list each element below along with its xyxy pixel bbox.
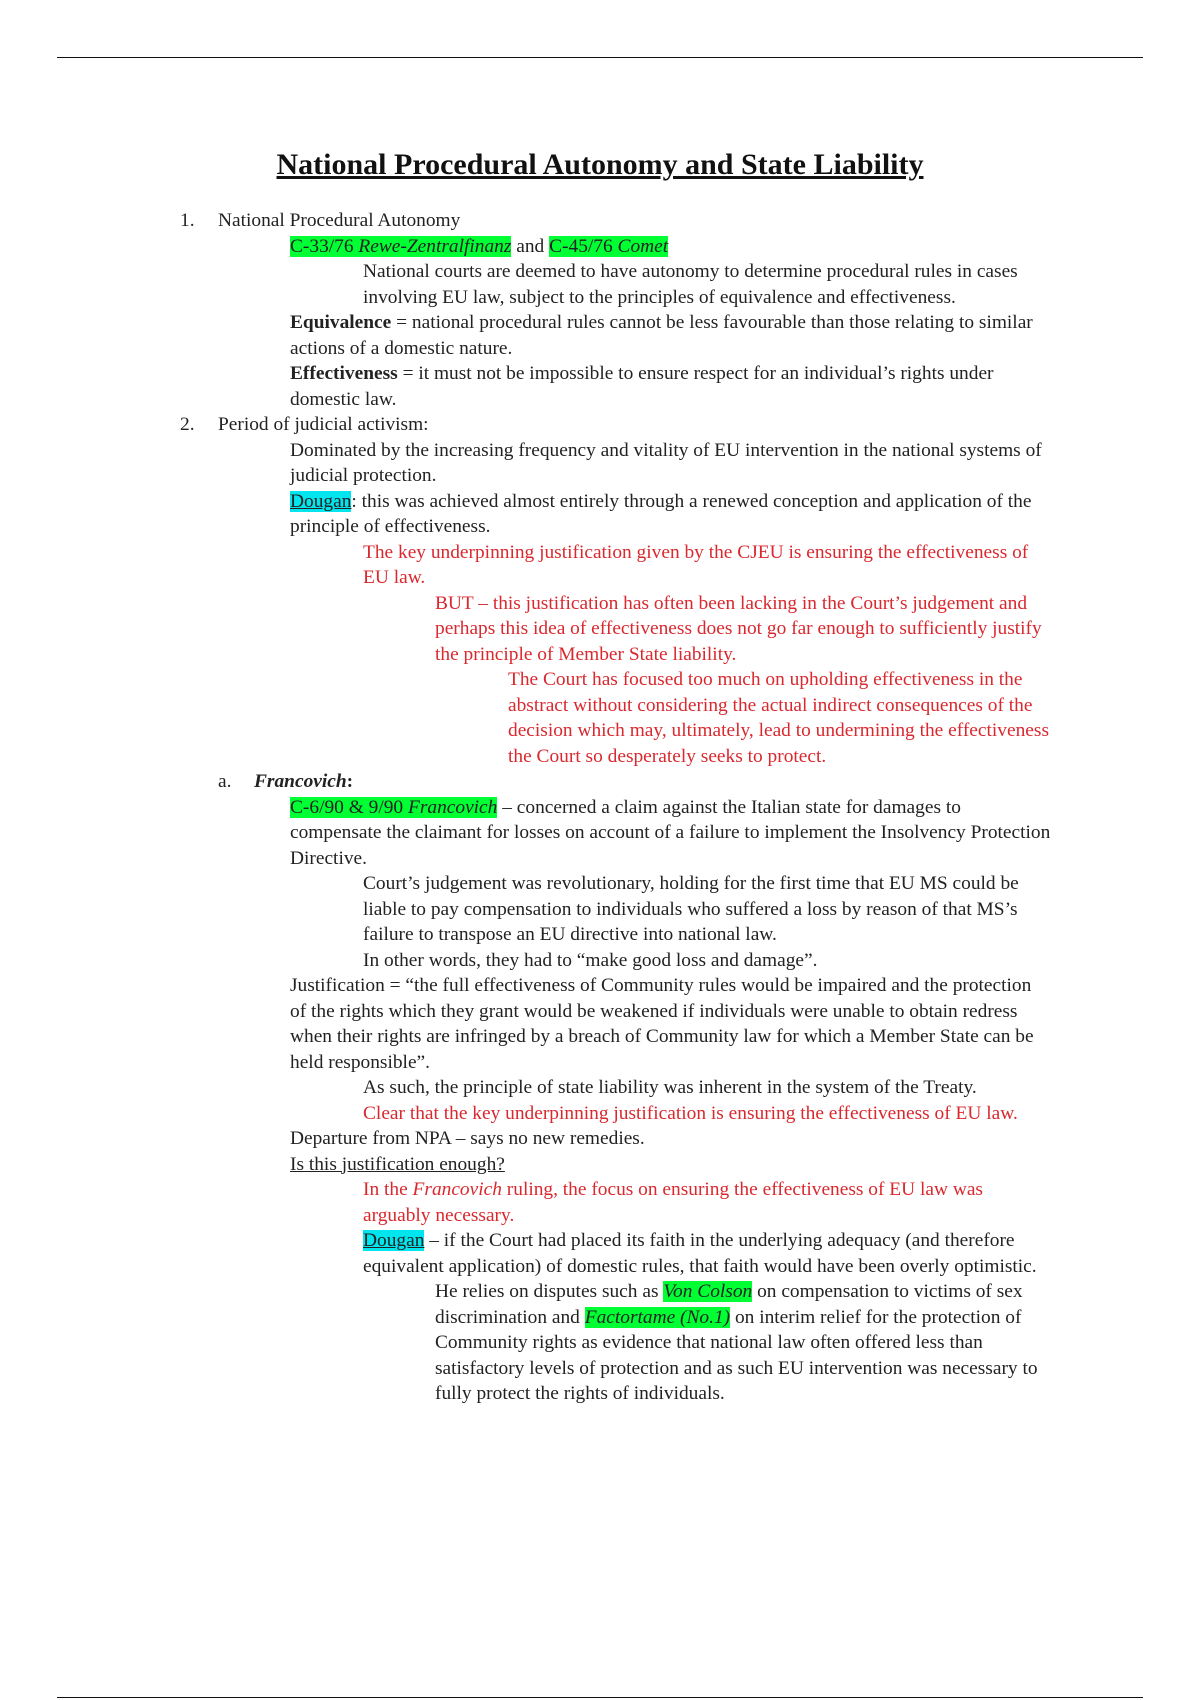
paragraph: Dominated by the increasing frequency and vitality of EU intervention in the national systems of judicial protection.	[290, 439, 1042, 486]
section-title: National Procedural Autonomy	[218, 210, 461, 231]
paragraph: Dougan: this was achieved almost entirely through a renewed conception and application of the principle of effectiveness.	[290, 490, 1032, 537]
red-note: The key underpinning justification given by the CJEU is ensuring the effectiveness of EU law.	[363, 541, 1029, 588]
document-body	[0, 208, 1200, 1407]
section-2-heading	[0, 412, 1200, 438]
section-title: Period of judicial activism:	[218, 414, 429, 435]
paragraph: In other words, they had to “make good loss and damage”.	[363, 949, 818, 971]
paragraph: National courts are deemed to have autonomy to determine procedural rules in cases involving EU law, subject to the principles of equivalence and effectiveness.	[363, 261, 1018, 308]
list-number: 1.	[180, 210, 195, 231]
subsection-title: Francovich	[254, 771, 347, 792]
case-highlight: C-33/76 Rewe-Zentralfinanz	[290, 235, 512, 257]
definition-effectiveness: Effectiveness = it must not be impossible to ensure respect for an individual’s rights under domestic law.	[290, 363, 994, 410]
paragraph: He relies on disputes such as Von Colson on compensation to victims of sex discrimination and Factortame (No.1) on interim relief for the protection of Community rights as evidence that national law often offered less than satisfactory levels of protection and as such EU intervention was necessary to fully protect the rights of individuals.	[435, 1281, 1038, 1404]
case-highlight: Factortame (No.1)	[584, 1306, 731, 1328]
author-highlight: Dougan	[290, 490, 352, 512]
paragraph: Court’s judgement was revolutionary, holding for the first time that EU MS could be liable to pay compensation to individuals who suffered a loss by reason of that MS’s failure to transpose an EU directive into national law.	[363, 873, 1019, 945]
question-heading: Is this justification enough?	[290, 1153, 505, 1175]
red-note: Clear that the key underpinning justification is ensuring the effectiveness of EU law.	[363, 1102, 1018, 1124]
author-highlight: Dougan	[363, 1230, 425, 1251]
case-citation-line	[290, 234, 1052, 260]
paragraph: Dougan – if the Court had placed its faith in the underlying adequacy (and therefore equivalent application) of domestic rules, that faith would have been overly optimistic.	[363, 1230, 1037, 1277]
subsection-a-heading: a. Francovich:	[0, 769, 1200, 795]
header-rule	[57, 57, 1143, 58]
conjunction: and	[516, 235, 545, 257]
paragraph: C-6/90 & 9/90 Francovich – concerned a claim against the Italian state for damages to compensate the claimant for losses on account of a failure to implement the Insolvency Protection Directive.	[290, 796, 1051, 869]
footer-rule	[57, 1697, 1143, 1698]
case-highlight: C-6/90 & 9/90 Francovich	[290, 796, 498, 818]
page-title: National Procedural Autonomy and State Liability	[276, 148, 924, 181]
definition-equivalence: Equivalence = national procedural rules cannot be less favourable than those relating to similar actions of a domestic nature.	[290, 312, 1033, 359]
red-note: The Court has focused too much on upholding effectiveness in the abstract without considering the actual indirect consequences of the decision which may, ultimately, lead to undermining the effectiveness the Court so desperately seeks to protect.	[508, 669, 1049, 767]
red-note: BUT – this justification has often been lacking in the Court’s judgement and perhaps this idea of effectiveness does not go far enough to sufficiently justify the principle of Member State liability.	[435, 592, 1042, 665]
case-highlight: Von Colson	[663, 1281, 753, 1302]
list-number: 2.	[180, 414, 195, 435]
paragraph: Justification = “the full effectiveness of Community rules would be impaired and the protection of the rights which they grant would be weakened if individuals were unable to obtain redress when their rights are infringed by a breach of Community law for which a Member State can be held responsible”.	[290, 975, 1034, 1073]
paragraph: As such, the principle of state liability was inherent in the system of the Treaty.	[363, 1077, 977, 1098]
list-letter: a.	[218, 771, 232, 792]
red-note: In the Francovich ruling, the focus on ensuring the effectiveness of EU law was arguably necessary.	[363, 1179, 983, 1226]
section-1-heading	[0, 208, 1200, 234]
case-highlight: C-45/76 Comet	[549, 235, 669, 257]
paragraph: Departure from NPA – says no new remedies.	[290, 1128, 645, 1149]
